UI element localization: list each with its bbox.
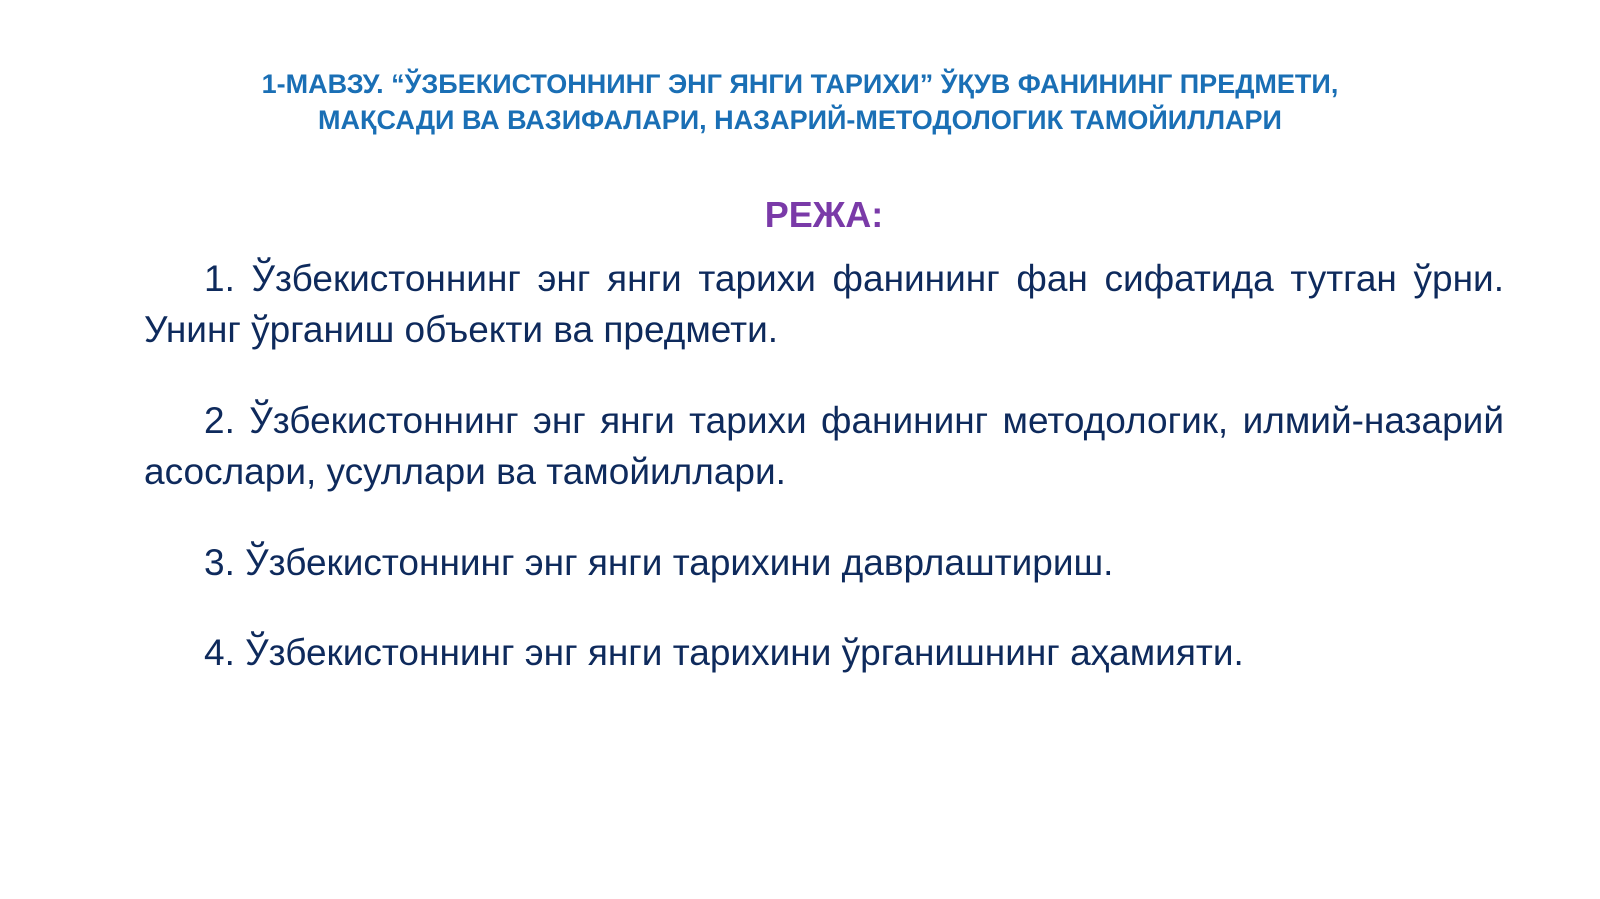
plan-item-2: 2. Ўзбекистоннинг энг янги тарихи фанининг методологик, илмий-назарий асослари, усуллари ва тамойиллари. (144, 400, 1504, 492)
plan-list (144, 253, 1504, 717)
slide-title-line-1: 1-МАВЗУ. “ЎЗБЕКИСТОННИНГ ЭНГ ЯНГИ ТАРИХИ” ЎҚУВ ФАНИНИНГ ПРЕДМЕТИ, (261, 69, 1339, 99)
plan-item-3: 3. Ўзбекистоннинг энг янги тарихини даврлаштириш. (204, 542, 1114, 583)
plan-item-1: 1. Ўзбекистоннинг энг янги тарихи фанининг фан сифатида тутган ўрни. Унинг ўрганиш объекти ва предмети. (144, 258, 1504, 350)
plan-heading: РЕЖА: (764, 194, 884, 235)
slide-title (150, 66, 1450, 138)
plan-item-4: 4. Ўзбекистоннинг энг янги тарихини ўрганишнинг аҳамияти. (204, 632, 1244, 673)
slide-title-line-2: МАҚСАДИ ВА ВАЗИФАЛАРИ, НАЗАРИЙ-МЕТОДОЛОГИК ТАМОЙИЛЛАРИ (318, 105, 1282, 135)
